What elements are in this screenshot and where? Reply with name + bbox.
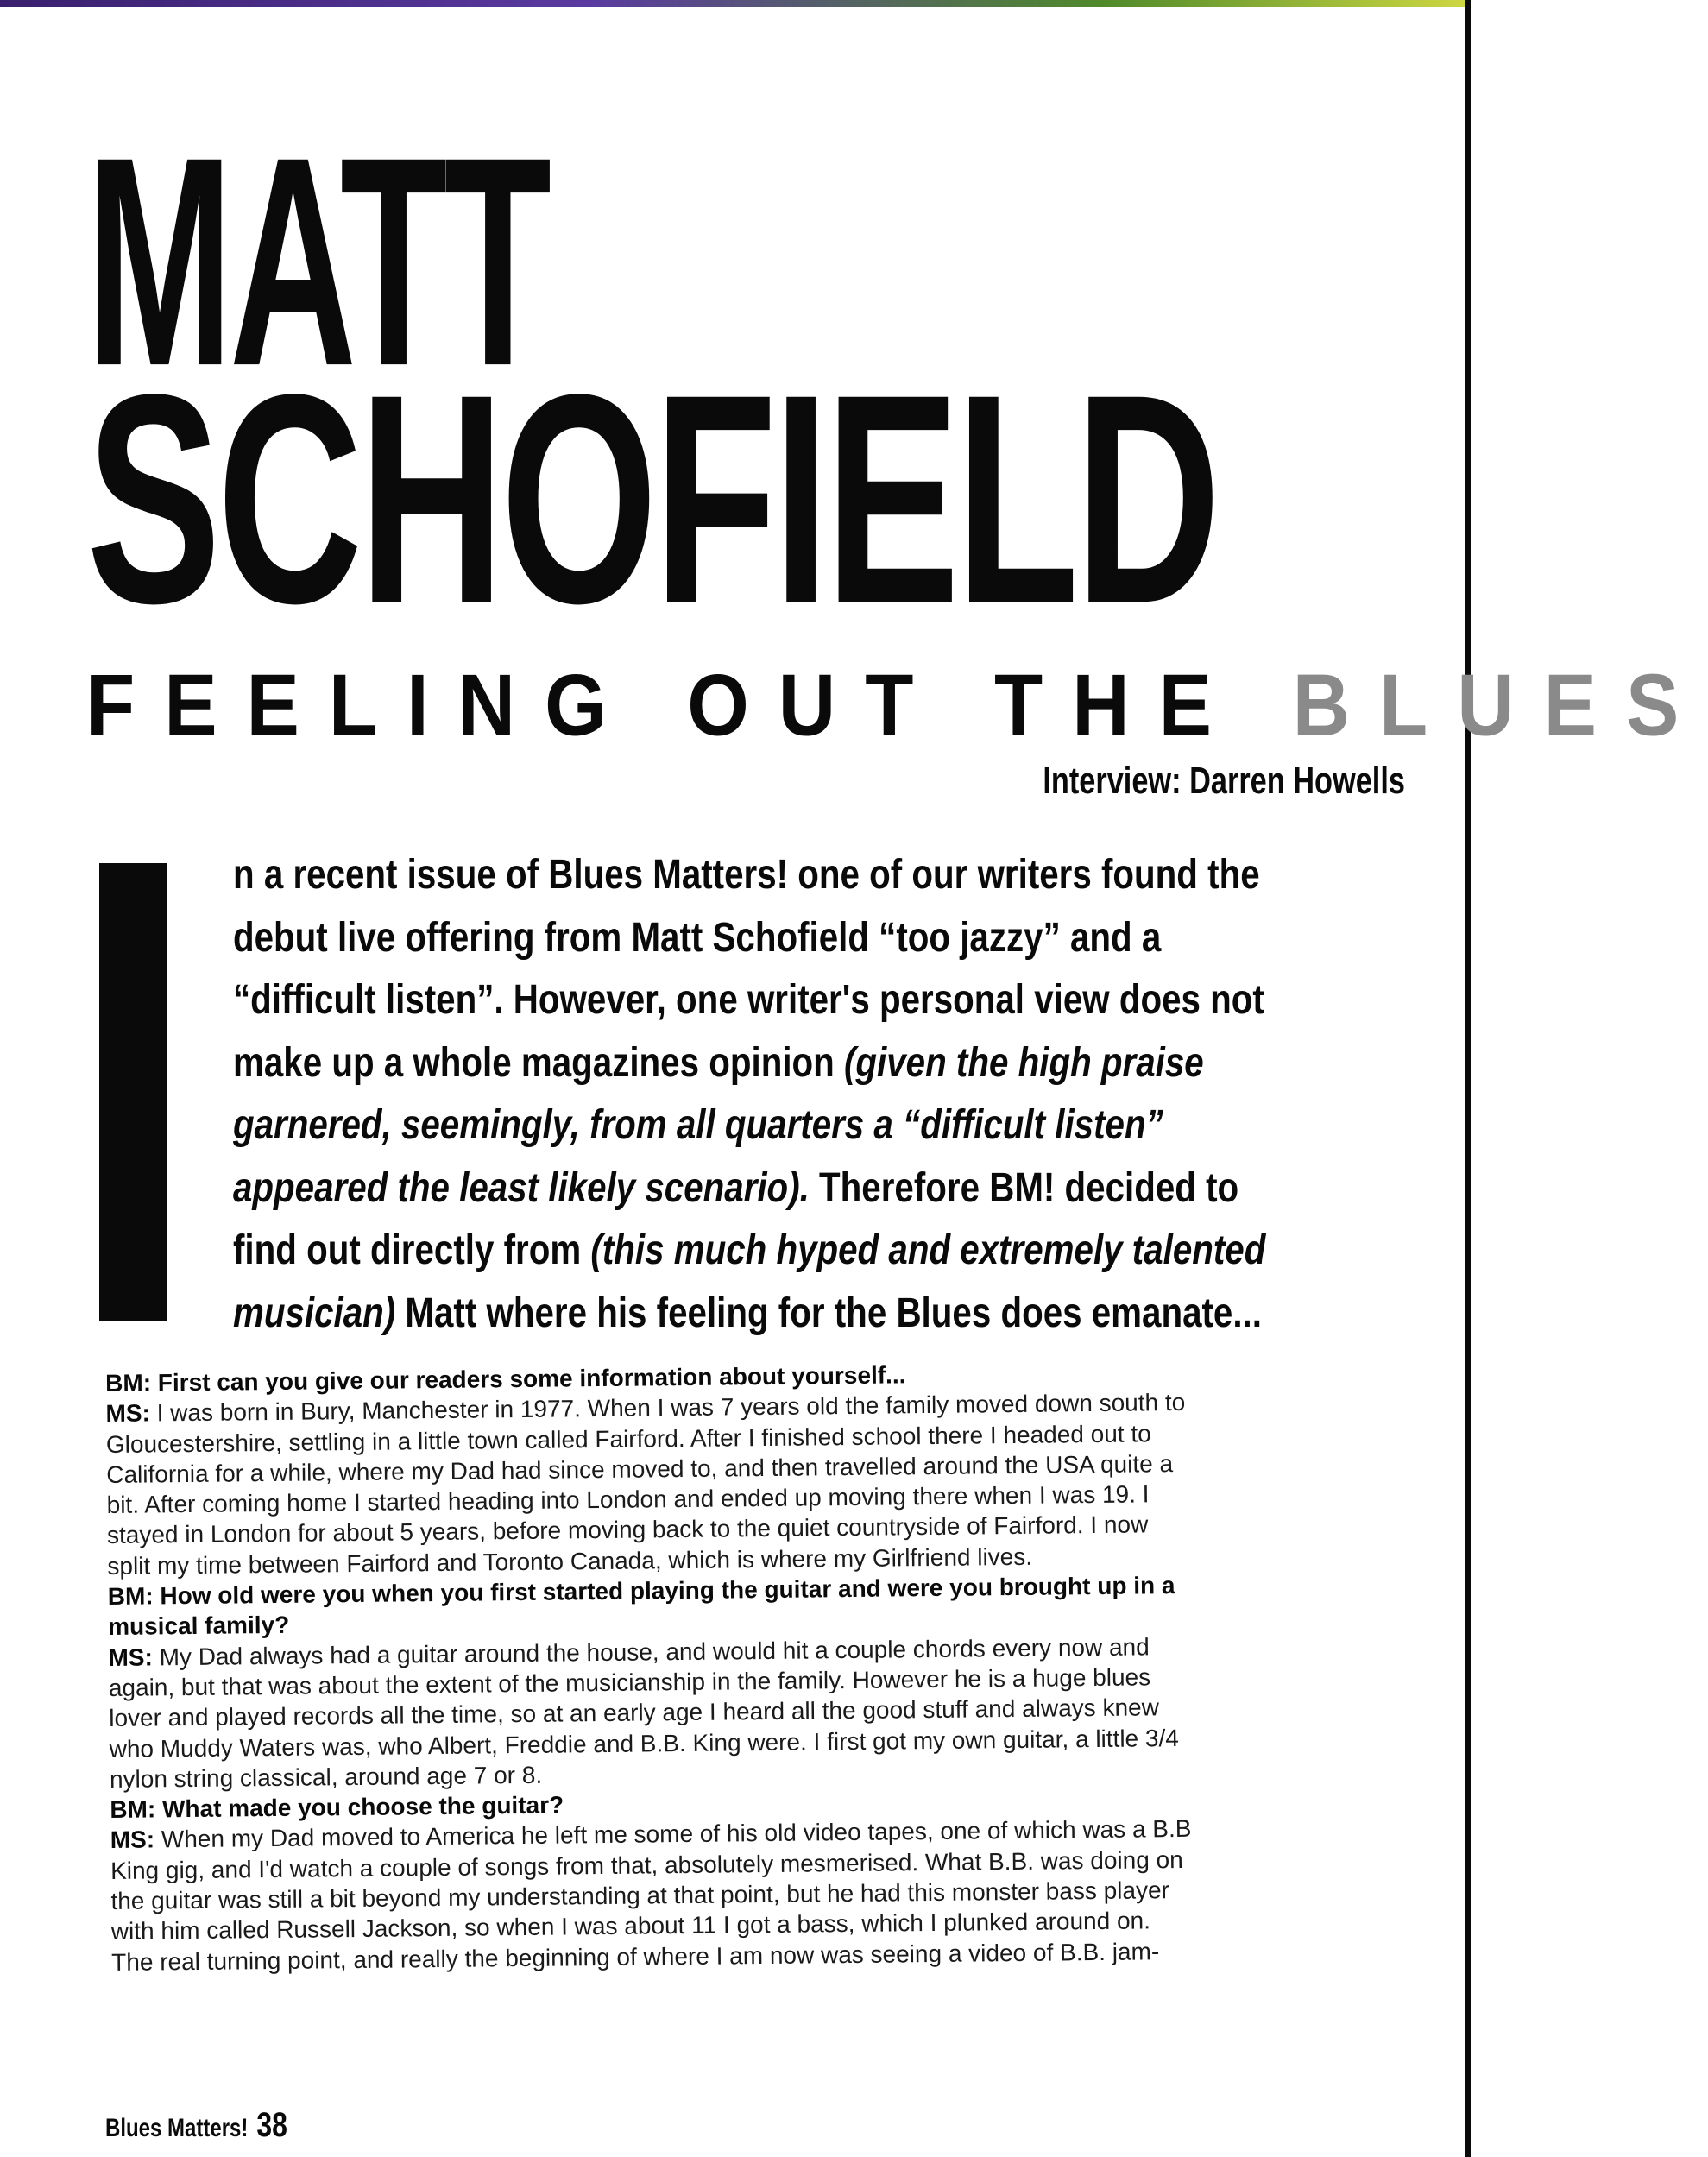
intro-paragraph bbox=[233, 844, 1266, 1345]
interview-question: musical family? bbox=[107, 1611, 290, 1641]
magazine-name: Blues Matters! bbox=[105, 2114, 249, 2142]
intro-italic-text: garnered, seemingly, from all quarters a “difficult listen” bbox=[233, 1102, 1163, 1148]
intro-text: find out directly from bbox=[233, 1227, 591, 1273]
answer-line: Gloucestershire, settling in a little town called Fairford. After I finished school there I headed out to bbox=[105, 1419, 1151, 1458]
intro-text: n a recent issue of Blues Matters! one of our writers found the bbox=[233, 852, 1260, 898]
speaker-label: MS: bbox=[105, 1399, 151, 1428]
article-subtitle bbox=[86, 656, 1708, 756]
answer-line: split my time between Fairford and Toronto Canada, which is where my Girlfriend lives. bbox=[107, 1542, 1033, 1580]
title-first-name: MATT bbox=[86, 94, 549, 428]
answer-line: again, but that was about the extent of the musicianship in the family. However he is a huge blues bbox=[108, 1663, 1151, 1701]
intro-line bbox=[233, 1157, 1386, 1220]
intro-italic-text: musician) bbox=[233, 1290, 396, 1336]
answer-line: California for a while, where my Dad had since moved to, and then travelled around the USA quite a bbox=[106, 1449, 1174, 1488]
intro-text: debut live offering from Matt Schofield “too jazzy” and a bbox=[233, 914, 1162, 961]
top-color-rule bbox=[0, 0, 1471, 7]
answer-line: who Muddy Waters was, who Albert, Freddie and B.B. King were. I first got my own guitar, a little 3/4 bbox=[109, 1724, 1180, 1763]
answer-text: My Dad always had a guitar around the house, and would hit a couple chords every now and bbox=[152, 1633, 1150, 1671]
interview-question: BM: First can you give our readers some information about yourself... bbox=[105, 1361, 906, 1397]
answer-line: the guitar was still a bit beyond my understanding at that point, but he had this monster bass player bbox=[110, 1876, 1170, 1915]
speaker-label: MS: bbox=[108, 1643, 153, 1671]
intro-line bbox=[233, 1283, 1386, 1346]
page-footer bbox=[105, 2106, 287, 2145]
interview-question: BM: What made you choose the guitar? bbox=[110, 1791, 564, 1824]
intro-line bbox=[233, 969, 1386, 1032]
intro-italic-text: (this much hyped and extremely talented bbox=[590, 1227, 1266, 1273]
answer-line: The real turning point, and really the beginning of where I am now was seeing a video of B.B. jam- bbox=[111, 1937, 1160, 1976]
page-edge bbox=[1465, 0, 1471, 2157]
intro-text: Matt where his feeling for the Blues does emanate... bbox=[395, 1290, 1262, 1336]
intro-italic-text: appeared the least likely scenario). bbox=[233, 1164, 810, 1211]
answer-line: King gig, and I'd watch a couple of songs from that, absolutely mesmerised. What B.B. was doing on bbox=[110, 1845, 1183, 1884]
intro-text: Therefore BM! decided to bbox=[809, 1164, 1239, 1211]
intro-line bbox=[233, 907, 1386, 970]
byline: Interview: Darren Howells bbox=[1043, 760, 1405, 802]
page-number: 38 bbox=[256, 2106, 287, 2144]
title-last-name: SCHOFIELD bbox=[86, 331, 1217, 665]
drop-cap-i bbox=[99, 863, 167, 1321]
subtitle-highlight: BLUES bbox=[1292, 657, 1708, 754]
intro-italic-text: (given the high praise bbox=[843, 1039, 1204, 1086]
answer-line: bit. After coming home I started heading into London and ended up moving there when I was 19. I bbox=[106, 1480, 1150, 1519]
answer-line: nylon string classical, around age 7 or 8. bbox=[109, 1761, 543, 1793]
intro-line bbox=[233, 1032, 1386, 1095]
interview-question: BM: How old were you when you first started playing the guitar and were you brought up in a bbox=[107, 1572, 1175, 1611]
answer-line: with him called Russell Jackson, so when I was about 11 I got a bass, which I plunked around on. bbox=[110, 1907, 1151, 1946]
intro-line bbox=[233, 1220, 1386, 1283]
intro-line bbox=[233, 1094, 1386, 1157]
answer-line: stayed in London for about 5 years, before moving back to the quiet countryside of Fairford. I now bbox=[106, 1511, 1149, 1549]
answer-text: When my Dad moved to America he left me some of his old video tapes, one of which was a B.B bbox=[154, 1815, 1192, 1853]
intro-line bbox=[233, 844, 1386, 907]
answer-line: lover and played records all the time, so at an early age I heard all the good stuff and always knew bbox=[109, 1693, 1160, 1732]
intro-text: make up a whole magazines opinion bbox=[233, 1039, 844, 1086]
intro-text: “difficult listen”. However, one writer's personal view does not bbox=[233, 977, 1264, 1023]
interview-body bbox=[105, 1354, 1406, 1977]
speaker-label: MS: bbox=[110, 1826, 155, 1854]
answer-text: I was born in Bury, Manchester in 1977. When I was 7 years old the family moved down south to bbox=[149, 1389, 1186, 1427]
subtitle-main: FEELING OUT THE bbox=[86, 657, 1293, 754]
